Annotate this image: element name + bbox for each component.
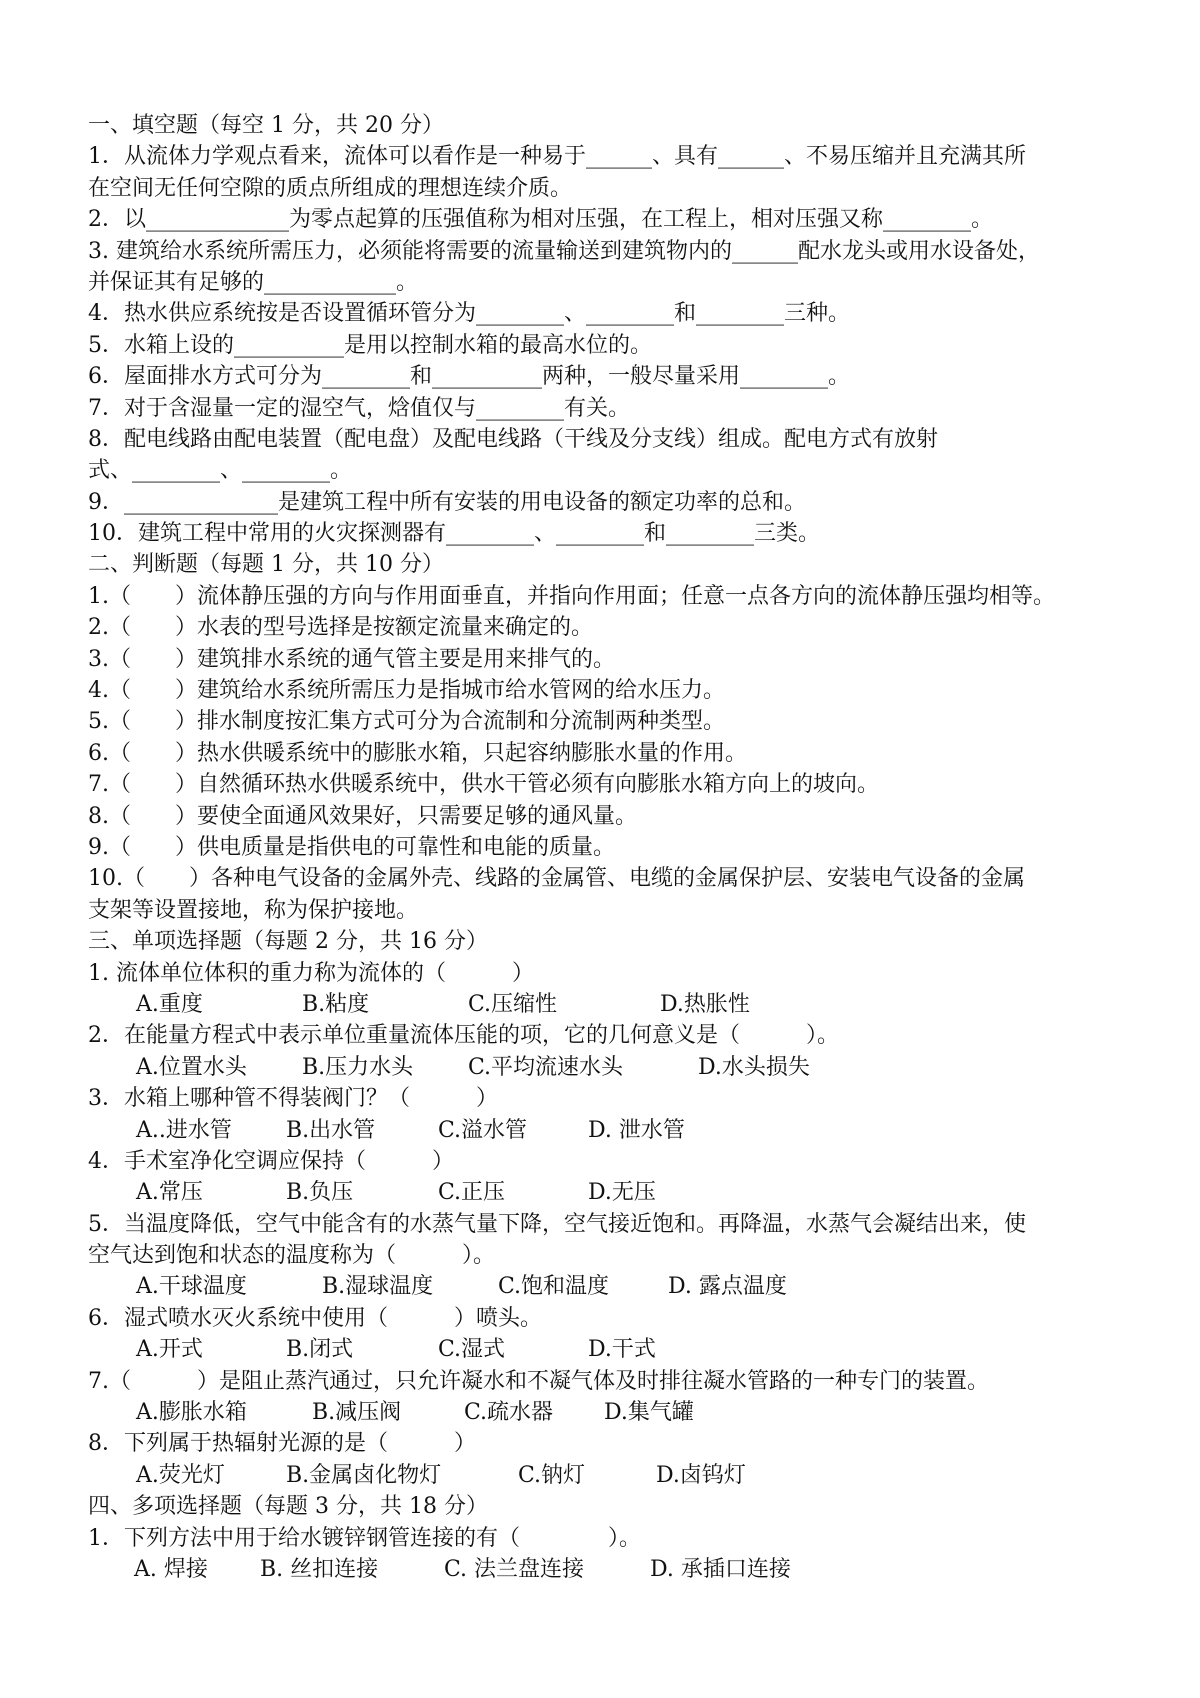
option-b: B.粘度: [302, 991, 370, 1017]
option-d: D. 露点温度: [668, 1274, 787, 1300]
fill-q5: 5．水箱上设的__________是用以控制水箱的最高水位的。: [88, 332, 652, 358]
option-a: A.膨胀水箱: [136, 1400, 247, 1426]
option-c: C.压缩性: [468, 991, 558, 1017]
option-c: C.钠灯: [518, 1462, 586, 1488]
single-q1-options: [88, 989, 1130, 1020]
single-q1: 1. 流体单位体积的重力称为流体的（ ）: [88, 960, 534, 986]
option-b: B.闭式: [286, 1337, 354, 1363]
option-d: D.集气罐: [604, 1400, 694, 1426]
single-q5-options: [88, 1271, 1130, 1302]
fill-q3-line2: 并保证其有足够的____________。: [88, 269, 419, 295]
option-a: A. 焊接: [134, 1556, 208, 1582]
option-b: B. 丝扣连接: [260, 1556, 379, 1582]
single-q3: 3．水箱上哪种管不得装阀门？（ ）: [88, 1086, 498, 1112]
option-d: D.卤钨灯: [656, 1462, 746, 1488]
single-q6: 6．湿式喷水灭火系统中使用（ ）喷头。: [88, 1305, 542, 1331]
fill-q6: 6．屋面排水方式可分为________和__________两种，一般尽量采用________。: [88, 364, 850, 390]
option-d: D.无压: [588, 1180, 656, 1206]
option-a: A.位置水头: [136, 1054, 247, 1080]
single-q3-options: [88, 1115, 1130, 1146]
option-d: D. 承插口连接: [650, 1556, 791, 1582]
fill-q8-line2: 式、________、________。: [88, 458, 353, 484]
fill-q9: 9．______________是建筑工程中所有安装的用电设备的额定功率的总和。: [88, 489, 806, 515]
option-c: C.溢水管: [438, 1117, 528, 1143]
single-q8: 8．下列属于热辐射光源的是（ ）: [88, 1431, 476, 1457]
option-c: C.疏水器: [464, 1400, 554, 1426]
option-a: A.开式: [136, 1337, 203, 1363]
single-q5-line2: 空气达到饱和状态的温度称为（ ）。: [88, 1243, 496, 1269]
fill-q2: 2．以_____________为零点起算的压强值称为相对压强，在工程上，相对压强又称________。: [88, 207, 993, 233]
judge-q3: 3.（ ）建筑排水系统的通气管主要是用来排气的。: [88, 646, 615, 672]
judge-q5: 5.（ ）排水制度按汇集方式可分为合流制和分流制两种类型。: [88, 709, 725, 735]
single-q7: 7.（ ）是阻止蒸汽通过，只允许凝水和不凝气体及时排往凝水管路的一种专门的装置。: [88, 1368, 989, 1394]
option-b: B.金属卤化物灯: [286, 1462, 442, 1488]
option-b: B.压力水头: [302, 1054, 414, 1080]
single-q4-options: [88, 1177, 1130, 1208]
section-heading-fill: 一、填空题（每空 1 分，共 20 分）: [88, 113, 444, 138]
fill-q8-line1: 8．配电线路由配电装置（配电盘）及配电线路（干线及分支线）组成。配电方式有放射: [88, 426, 938, 452]
fill-q1-line1: 1．从流体力学观点看来，流体可以看作是一种易于______、具有______、不易压缩并且充满其所: [88, 144, 1026, 170]
option-a: A..进水管: [136, 1117, 232, 1143]
option-a: A.干球温度: [136, 1274, 247, 1300]
fill-q4: 4．热水供应系统按是否设置循环管分为________、________和________三种。: [88, 301, 850, 327]
judge-q2: 2.（ ）水表的型号选择是按额定流量来确定的。: [88, 615, 593, 641]
single-q4: 4．手术室净化空调应保持（ ）: [88, 1148, 454, 1174]
option-b: B.出水管: [286, 1117, 376, 1143]
option-c: C. 法兰盘连接: [444, 1556, 585, 1582]
fill-q10: 10．建筑工程中常用的火灾探测器有________、________和________三类。: [88, 521, 820, 547]
option-a: A.荧光灯: [136, 1462, 225, 1488]
multi-q1-options: [88, 1554, 1130, 1585]
option-a: A.常压: [136, 1180, 203, 1206]
option-c: C.湿式: [438, 1337, 506, 1363]
option-d: D.热胀性: [660, 991, 750, 1017]
option-b: B.负压: [286, 1180, 354, 1206]
single-q5-line1: 5．当温度降低，空气中能含有的水蒸气量下降，空气接近饱和。再降温，水蒸气会凝结出来，使: [88, 1211, 1027, 1237]
judge-q7: 7.（ ）自然循环热水供暖系统中，供水干管必须有向膨胀水箱方向上的坡向。: [88, 772, 879, 798]
judge-q10-line2: 支架等设置接地，称为保护接地。: [88, 897, 419, 923]
judge-q4: 4.（ ）建筑给水系统所需压力是指城市给水管网的给水压力。: [88, 678, 725, 704]
fill-q1-line2: 在空间无任何空隙的质点所组成的理想连续介质。: [88, 175, 573, 201]
section-heading-judge: 二、判断题（每题 1 分，共 10 分）: [88, 552, 444, 578]
judge-q8: 8.（ ）要使全面通风效果好，只需要足够的通风量。: [88, 803, 637, 829]
option-c: C.饱和温度: [498, 1274, 610, 1300]
fill-q7: 7．对于含湿量一定的湿空气，焓值仅与________有关。: [88, 395, 630, 421]
fill-q3-line1: 3. 建筑给水系统所需压力，必须能将需要的流量输送到建筑物内的______配水龙头或用水设备处，: [88, 238, 1040, 264]
single-q8-options: [88, 1460, 1130, 1491]
option-a: A.重度: [136, 991, 203, 1017]
judge-q10-line1: 10.（ ）各种电气设备的金属外壳、线路的金属管、电缆的金属保护层、安装电气设备的金属: [88, 866, 1025, 892]
option-b: B.减压阀: [312, 1400, 402, 1426]
option-b: B.湿球温度: [322, 1274, 434, 1300]
single-q2: 2．在能量方程式中表示单位重量流体压能的项，它的几何意义是（ ）。: [88, 1023, 839, 1049]
judge-q1: 1.（ ）流体静压强的方向与作用面垂直，并指向作用面；任意一点各方向的流体静压强均相等。: [88, 583, 1055, 609]
option-d: D.水头损失: [698, 1054, 810, 1080]
single-q7-options: [88, 1397, 1130, 1428]
section-heading-multi: 四、多项选择题（每题 3 分，共 18 分）: [88, 1494, 488, 1520]
single-q6-options: [88, 1334, 1130, 1365]
judge-q6: 6.（ ）热水供暖系统中的膨胀水箱，只起容纳膨胀水量的作用。: [88, 740, 747, 766]
option-c: C.正压: [438, 1180, 506, 1206]
single-q2-options: [88, 1052, 1130, 1083]
option-d: D.干式: [588, 1337, 656, 1363]
multi-q1: 1．下列方法中用于给水镀锌钢管连接的有（ ）。: [88, 1525, 641, 1551]
judge-q9: 9.（ ）供电质量是指供电的可靠性和电能的质量。: [88, 834, 615, 860]
option-c: C.平均流速水头: [468, 1054, 624, 1080]
option-d: D. 泄水管: [588, 1117, 685, 1143]
section-heading-single: 三、单项选择题（每题 2 分，共 16 分）: [88, 929, 488, 955]
